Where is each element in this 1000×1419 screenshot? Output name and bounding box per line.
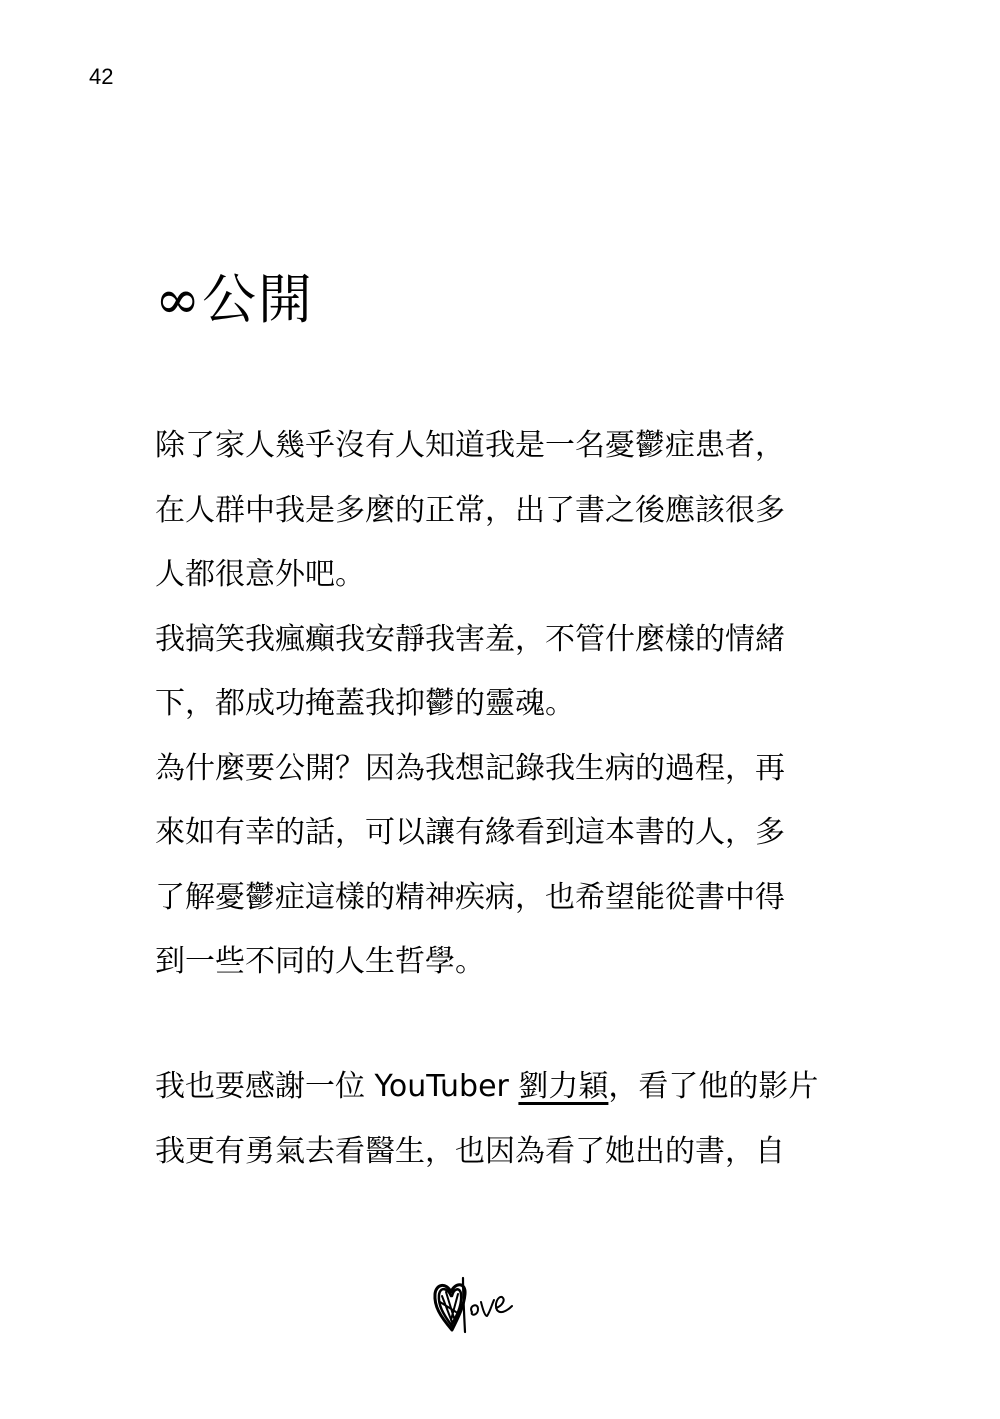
paragraph-line: 我搞笑我瘋癲我安靜我害羞，不管什麼樣的情緒 (155, 621, 785, 657)
chapter-title: ∞公開 (155, 268, 314, 331)
closing-text-before: 我也要感謝一位 YouTuber (155, 1069, 519, 1104)
youtuber-name-link[interactable]: 劉力穎 (518, 1069, 609, 1104)
paragraph-line: 除了家人幾乎沒有人知道我是一名憂鬱症患者， (155, 428, 785, 463)
paragraph-line: 到一些不同的人生哲學。 (155, 944, 485, 979)
body-text-main (155, 414, 855, 995)
paragraph-line: 我更有勇氣去看醫生，也因為看了她出的書，自 (155, 1133, 785, 1169)
paragraph-line (155, 1055, 855, 1120)
page-number: 42 (89, 64, 114, 89)
heart-love-logo-icon (432, 1272, 518, 1334)
paragraph-line: 下，都成功掩蓋我抑鬱的靈魂。 (155, 686, 575, 721)
paragraph-line: 為什麼要公開？因為我想記錄我生病的過程，再 (155, 750, 785, 786)
closing-text-after: ，看了他的影片 (608, 1069, 819, 1104)
paragraph-line: 了解憂鬱症這樣的精神疾病，也希望能從書中得 (155, 879, 785, 915)
body-text-closing (155, 1055, 855, 1184)
paragraph-line: 人都很意外吧。 (155, 557, 365, 592)
paragraph-line: 在人群中我是多麼的正常，出了書之後應該很多 (155, 492, 785, 528)
paragraph-line: 來如有幸的話，可以讓有緣看到這本書的人，多 (155, 815, 785, 850)
